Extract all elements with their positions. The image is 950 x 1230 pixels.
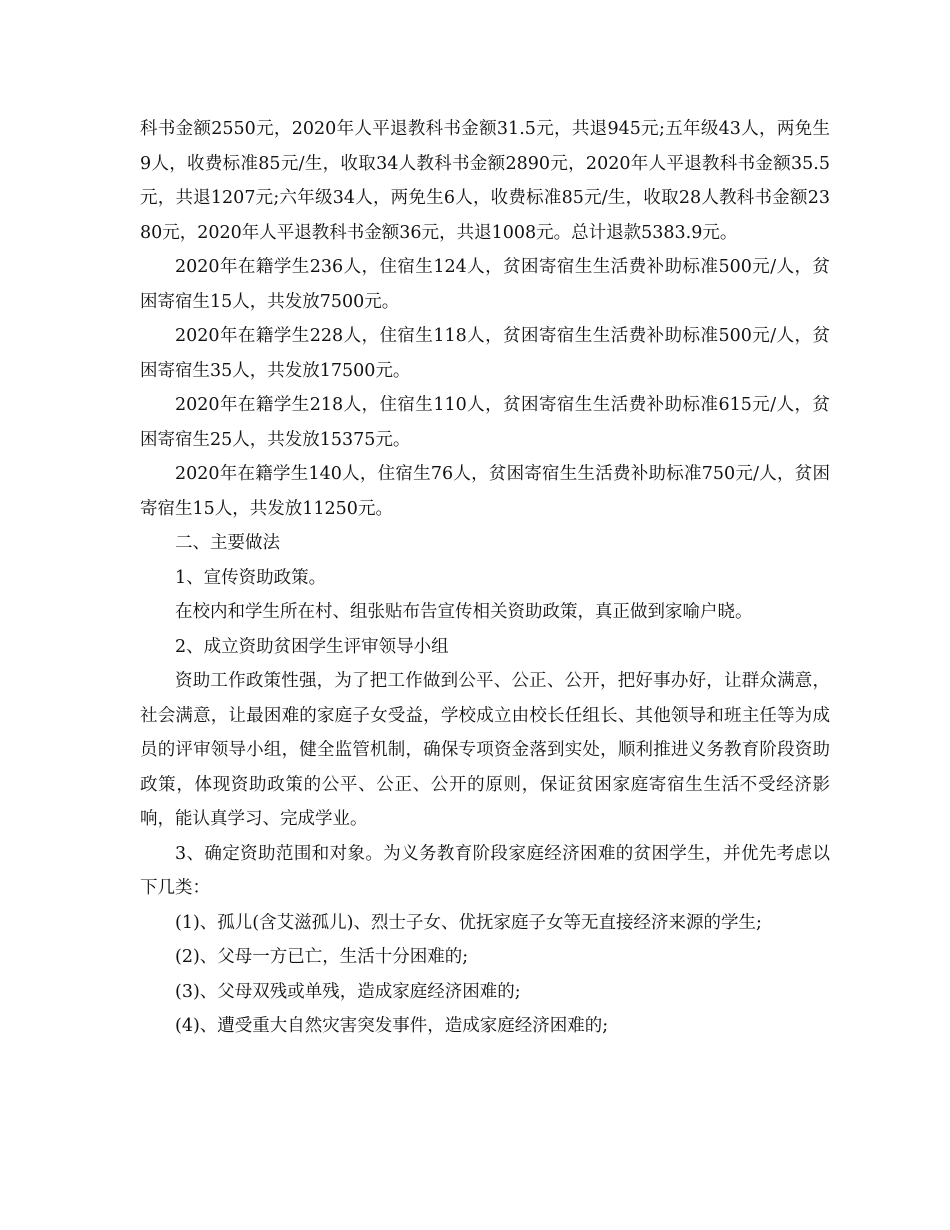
paragraph-subsidy-year-3: 2020年在籍学生218人，住宿生110人，贫困寄宿生生活费补助标准615元/人，贫困寄宿生25人，共发放15375元。 <box>140 395 830 450</box>
paragraph-review-group: 资助工作政策性强，为了把工作做到公平、公正、公开，把好事办好，让群众满意，社会满意，让最困难的家庭子女受益，学校成立由校长任组长、其他领导和班主任等为成员的评审领导小组，健全监管机制，确保专项资金落到实处，顺利推进义务教育阶段资助政策，体现资助政策的公平、公正、公开的原则，保证贫困家庭寄宿生生活不受经济影响，能认真学习、完成学业。 <box>140 671 830 829</box>
paragraph-publicize-policy: 在校内和学生所在村、组张贴布告宣传相关资助政策，真正做到家喻户晓。 <box>175 602 753 622</box>
list-item-4: (4)、遭受重大自然灾害突发事件，造成家庭经济困难的; <box>175 1016 609 1036</box>
list-item-3: (3)、父母双残或单残，造成家庭经济困难的; <box>175 981 521 1002</box>
paragraph-scope-and-targets: 3、确定资助范围和对象。为义务教育阶段家庭经济困难的贫困学生，并优先考虑以下几类： <box>140 843 830 898</box>
list-item-2: (2)、父母一方已亡，生活十分困难的; <box>175 947 469 967</box>
item-heading-publicize-policy: 1、宣传资助政策。 <box>175 567 327 588</box>
list-item-1: (1)、孤儿(含艾滋孤儿)、烈士子女、优抚家庭子女等无直接经济来源的学生; <box>175 912 762 933</box>
paragraph-subsidy-year-1: 2020年在籍学生236人，住宿生124人，贫困寄宿生生活费补助标准500元/人，贫困寄宿生15人，共发放7500元。 <box>140 257 830 312</box>
paragraph-subsidy-year-4: 2020年在籍学生140人，住宿生76人，贫困寄宿生生活费补助标准750元/人，贫困寄宿生15人，共发放11250元。 <box>140 464 830 519</box>
paragraph-textbook-refund-continued: 科书金额2550元，2020年人平退教科书金额31.5元，共退945元;五年级43人，两免生9人，收费标准85元/生，收取34人教科书金额2890元，2020年人平退教科书金额35.5元，共退1207元;六年级34人，两免生6人，收费标准85元/生，收取28人教科书金额2380元，2020年人平退教科书金额36元，共退1008元。总计退款5383.9元。 <box>140 119 830 243</box>
paragraph-subsidy-year-2: 2020年在籍学生228人，住宿生118人，贫困寄宿生生活费补助标准500元/人，贫困寄宿生35人，共发放17500元。 <box>140 326 830 381</box>
item-heading-review-group: 2、成立资助贫困学生评审领导小组 <box>175 636 449 657</box>
section-heading-main-practices: 二、主要做法 <box>175 533 280 553</box>
document-body <box>140 112 830 1044</box>
